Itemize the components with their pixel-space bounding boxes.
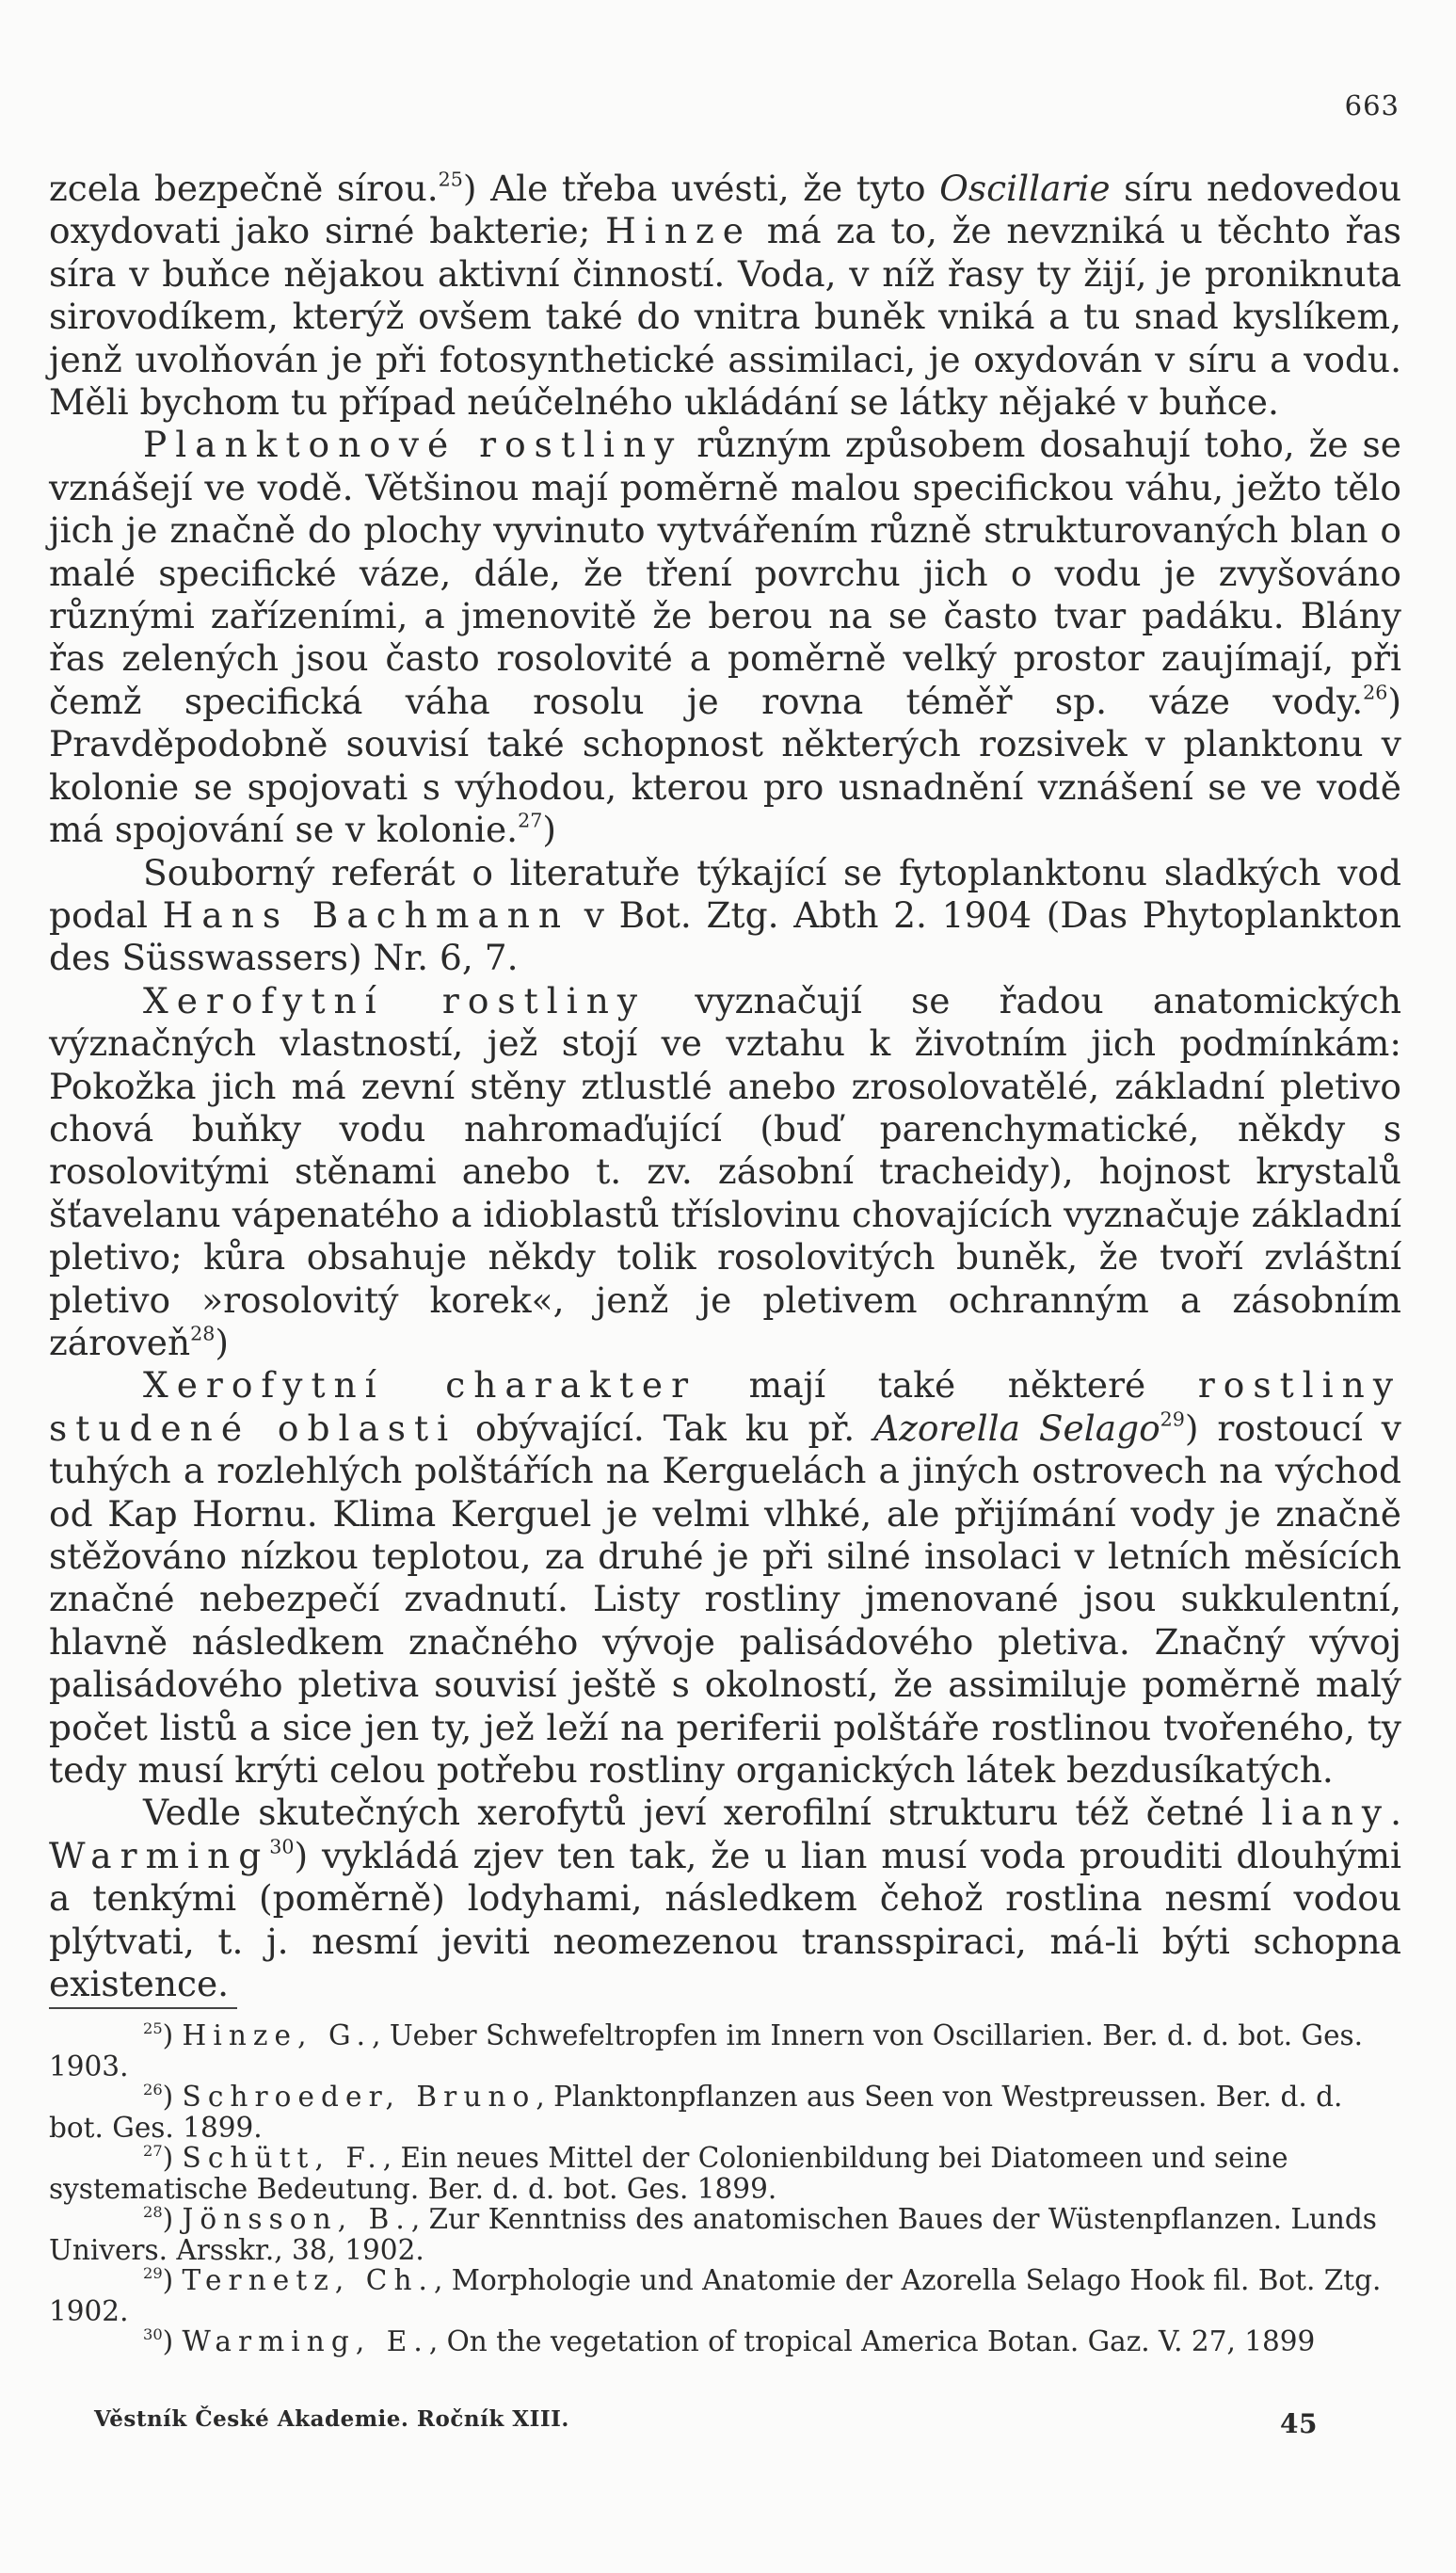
footnote-divider	[49, 2007, 237, 2009]
body-text	[49, 168, 1401, 2005]
footnote-ref: 26	[1363, 681, 1388, 704]
paragraph-xerophytes: Xerofytní rostliny vyznačují se řadou anatomických význačných vlastností, jež stojí ve vztahu k životním jich podmínkám: Pokožka jich má zevní stěny ztlustlé anebo zrosolovatělé, základní pletivo chová buňky vodu nahromaďující (buď parenchymatické, někdy s rosolovitými stěnami anebo t. zv. zásobní tracheidy), hojnost krystalů šťavelanu vápenatého a idioblastů tříslovinu chovajících vyznačuje základní pletivo; kůra obsahuje někdy tolik rosolovitých buněk, že tvoří zvláštní pletivo »rosolovitý korek«, jenž je pletivem ochranným a zásobním zároveň$^{28}$)	[49, 979, 1401, 1363]
paragraph-literature: Souborný referát o literatuře týkající se fytoplanktonu sladkých vod podal Hans Bachmann v Bot. Ztg. Abth 2. 1904 (Das Phytoplankton des Süsswassers) Nr. 6, 7.	[49, 851, 1401, 979]
paragraph-sulfur: zcela bezpečně sírou.$^{25}$) Ale třeba uvésti, že tyto Oscillarie síru nedovedou oxydovati jako sirné bakterie; Hinze má za to, že nevzniká u těchto řas síra v buňce nějakou aktivní činností. Voda, v níž řasy ty žijí, je proniknuta sirovodíkem, kterýž ovšem také do vnitra buněk vniká a tu snad kyslíkem, jenž uvolňován je při fotosynthetické assimilaci, je oxydován v síru a vodu. Měli bychom tu případ neúčelného ukládání se látky nějaké v buňce.	[49, 168, 1401, 424]
footnote: $^{28}$) Jönsson, B., Zur Kenntniss des anatomischen Baues der Wüstenpflanzen. Lunds Univers. Arsskr., 38, 1902.	[49, 2202, 1377, 2266]
footnote: $^{29}$) Ternetz, Ch., Morphologie und Anatomie der Azorella Selago Hook fil. Bot. Ztg. 1902.	[49, 2263, 1382, 2327]
sheet-number: 45	[1280, 2408, 1318, 2439]
paragraph-lianas: Vedle skutečných xerofytů jeví xerofilní strukturu též četné liany. Warming$^{30}$) vykládá zjev ten tak, že u lian musí voda prouditi dlouhými a tenkými (poměrně) lodyhami, následkem čehož rostlina nesmí vodou plýtvati, t. j. nesmí jeviti neomezenou transspiraci, má-li býti schopna existence.	[49, 1792, 1401, 2005]
footnote: $^{27}$) Schütt, F., Ein neues Mittel der Colonienbildung bei Diatomeen und seine systematische Bedeutung. Ber. d. d. bot. Ges. 1899.	[49, 2141, 1288, 2205]
footnote: $^{30}$) Warming, E., On the vegetation of tropical America Botan. Gaz. V. 27, 1899	[143, 2324, 1316, 2357]
paragraph-plankton: Planktonové rostliny různým způsobem dosahují toho, že se vznášejí ve vodě. Většinou mají poměrně malou specifickou váhu, ježto tělo jich je značně do plochy vyvinuto vytvářením různě strukturovaných blan o malé specifické váze, dále, že tření povrchu jich o vodu je zvyšováno různými zařízeními, a jmenovitě že berou na se často tvar padáku. Blány řas zelených jsou často rosolovité a poměrně velký prostor zaujímají, při čemž specifická váha rosolu je rovna téměř sp. váze vody.$^{26}$) Pravděpodobně souvisí také schopnost některých rozsivek v planktonu v kolonie se spojovati s výhodou, kterou pro usnadnění vznášení se ve vodě má spojování se v kolonie.$^{27}$)	[49, 424, 1401, 851]
footnote-ref: 25	[438, 168, 463, 191]
journal-name: Věstník České Akademie. Ročník XIII.	[94, 2406, 569, 2432]
footnote: $^{25}$) Hinze, G., Ueber Schwefeltropfen im Innern von Oscillarien. Ber. d. d. bot. Ges. 1903.	[49, 2018, 1364, 2083]
footnote-ref: 27	[518, 809, 543, 832]
footnote-ref: 28	[190, 1322, 216, 1345]
page-number: 663	[1344, 89, 1400, 121]
footnote-ref: 29	[1160, 1407, 1185, 1431]
footnotes	[49, 2020, 1401, 2357]
page-footer	[94, 2406, 1318, 2439]
paragraph-cold-regions: Xerofytní charakter mají také některé rostliny studené oblasti obývající. Tak ku př. Azorella Selago$^{29}$) rostoucí v tuhých a rozlehlých polštářích na Kerguelách a jiných ostrovech na východ od Kap Hornu. Klima Kerguel je velmi vlhké, ale přijímání vody je značně stěžováno nízkou teplotou, za druhé je při silné insolaci v letních měsících značné nebezpečí zvadnutí. Listy rostliny jmenované jsou sukkulentní, hlavně následkem značného vývoje palisádového pletiva. Značný vývoj palisádového pletiva souvisí ještě s okolností, že assimiluje poměrně malý počet listů a sice jen ty, jež leží na periferii polštáře rostlinou tvořeného, ty tedy musí krýti celou potřebu rostliny organických látek bezdusíkatých.	[49, 1364, 1401, 1792]
footnote: $^{26}$) Schroeder, Bruno, Planktonpflanzen aus Seen von Westpreussen. Ber. d. d. bot. Ges. 1899.	[49, 2080, 1343, 2144]
footnote-ref: 30	[269, 1835, 295, 1858]
